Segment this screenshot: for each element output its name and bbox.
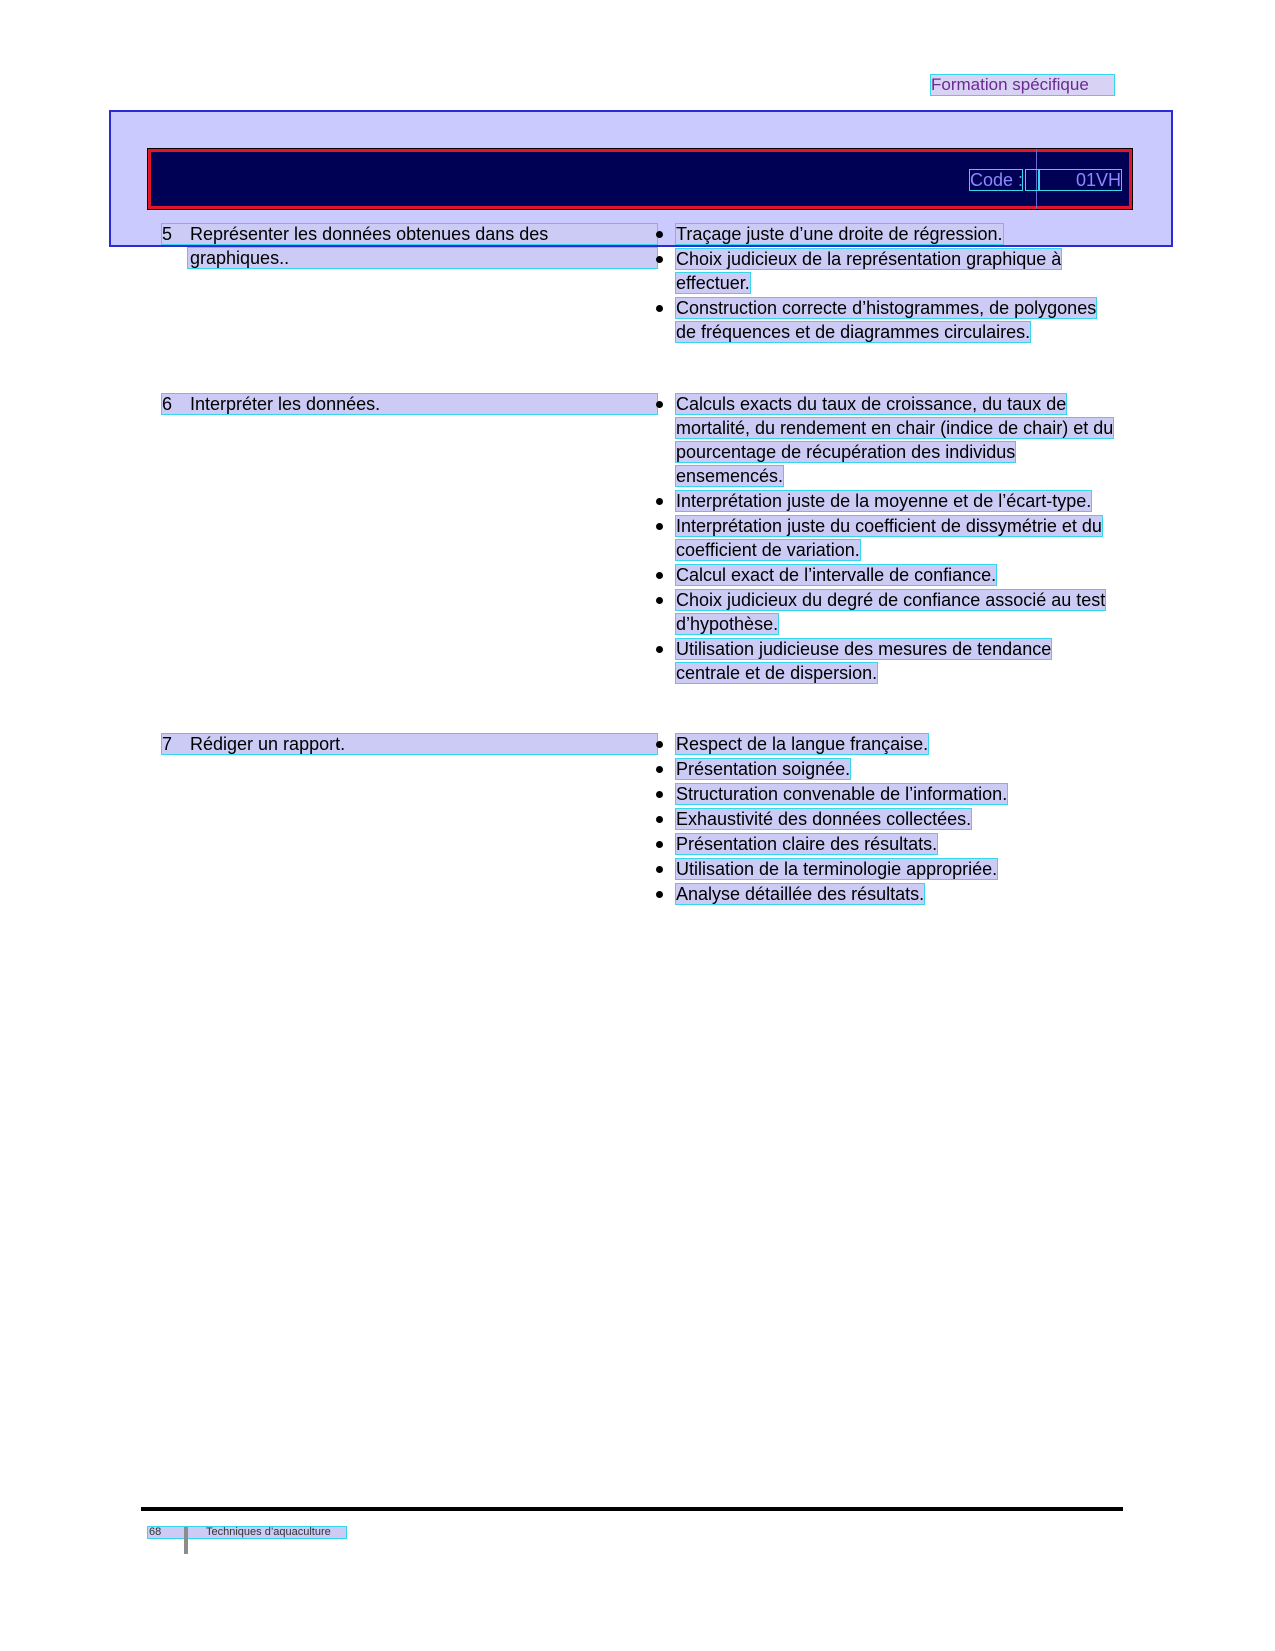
list-item: Utilisation judicieuse des mesures de tendance centrale et de dispersion. bbox=[656, 637, 1116, 685]
list-item: Respect de la langue française. bbox=[656, 732, 1116, 756]
list-item: Interprétation juste de la moyenne et de l’écart-type. bbox=[656, 489, 1116, 513]
criteria-list bbox=[656, 732, 1116, 907]
footer-title: Techniques d’aquaculture bbox=[206, 1526, 331, 1538]
list-item: Structuration convenable de l’information. bbox=[656, 782, 1116, 806]
list-item: Traçage juste d’une droite de régression. bbox=[656, 222, 1116, 246]
code-value: 01VH bbox=[1040, 170, 1121, 190]
list-item: Choix judicieux de la représentation graphique à effectuer. bbox=[656, 247, 1116, 295]
element-number: 7 bbox=[162, 734, 173, 754]
list-item: Calculs exacts du taux de croissance, du taux de mortalité, du rendement en chair (indice de chair) et du pourcentage de récupération des individus ensemencés. bbox=[656, 392, 1116, 488]
criteria-list bbox=[656, 222, 1116, 345]
code-label: Code : bbox=[970, 170, 1024, 190]
element-number: 5 bbox=[162, 224, 173, 244]
section-label: Formation spécifique bbox=[931, 75, 1114, 95]
element-text: Interpréter les données. bbox=[190, 394, 381, 414]
criteria-list bbox=[656, 392, 1116, 686]
list-item: Analyse détaillée des résultats. bbox=[656, 882, 1116, 906]
list-item: Exhaustivité des données collectées. bbox=[656, 807, 1116, 831]
list-item: Interprétation juste du coefficient de dissymétrie et du coefficient de variation. bbox=[656, 514, 1116, 562]
list-item: Choix judicieux du degré de confiance associé au test d’hypothèse. bbox=[656, 588, 1116, 636]
footer-divider-mark bbox=[184, 1527, 188, 1554]
footer-rule bbox=[141, 1507, 1123, 1511]
list-item: Utilisation de la terminologie appropriée. bbox=[656, 857, 1116, 881]
code-separator bbox=[1026, 170, 1038, 190]
list-item: Présentation soignée. bbox=[656, 757, 1116, 781]
element-text: Rédiger un rapport. bbox=[190, 734, 346, 754]
list-item: Présentation claire des résultats. bbox=[656, 832, 1116, 856]
element-number: 6 bbox=[162, 394, 173, 414]
list-item: Construction correcte d’histogrammes, de polygones de fréquences et de diagrammes circulaires. bbox=[656, 296, 1116, 344]
page-number: 68 bbox=[149, 1526, 162, 1538]
element-text: Représenter les données obtenues dans des graphiques.. bbox=[190, 224, 549, 268]
list-item: Calcul exact de l’intervalle de confiance. bbox=[656, 563, 1116, 587]
